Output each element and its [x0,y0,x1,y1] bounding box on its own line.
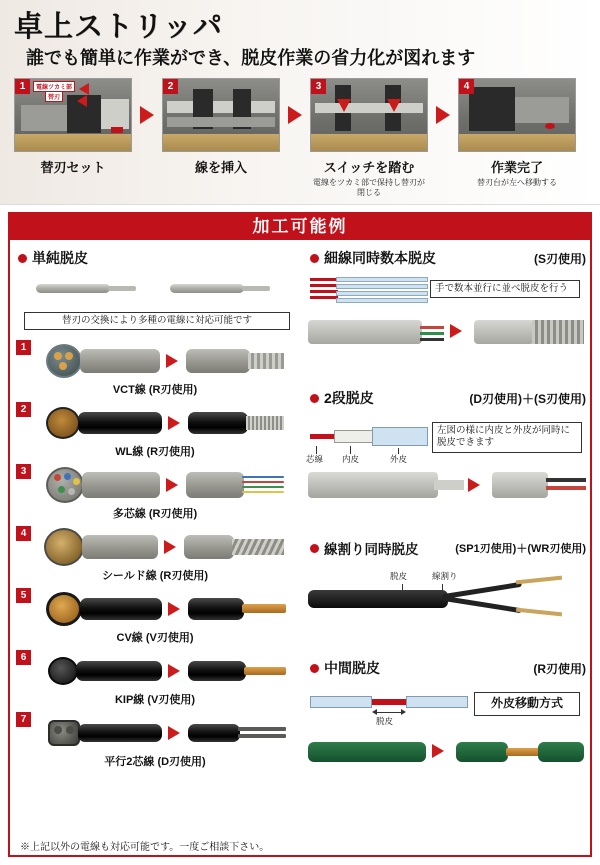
step-1 [14,78,132,178]
right-block-1-callout: 手で数本並行に並べ脱皮を行う [430,280,580,298]
right-block-3-title: 線割り同時脱皮 [324,542,419,557]
right-block-1-title: 細線同時数本脱皮 [324,250,436,266]
right-block-4-label-0: 脱皮 [376,716,394,726]
arrow-icon-1 [140,106,154,124]
right-block-4-title-row [310,658,592,678]
step-4-subcaption: 替刃台が左へ移動する [477,178,557,187]
right-block-3-note: (SP1刃使用)＋(WR刃使用) [455,543,586,555]
bullet-icon [310,664,319,673]
page-title: 卓上ストリッパ [14,11,223,43]
right-block-3-art [302,570,592,618]
wire-row-2-label: WL線 (R刃使用) [115,446,195,459]
right-block-3-label-0: 脱皮 [390,571,408,581]
simple-strip-art [10,274,300,312]
panel-title: 加工可能例 [10,214,590,240]
right-block-2-label-0: 芯線 [306,454,324,464]
steps-strip [14,78,588,198]
step-3-number: 3 [311,79,326,94]
right-block-2-label-2: 外皮 [390,454,408,464]
left-column [10,240,300,857]
wire-row-2-number: 2 [16,402,31,417]
wire-row-6-label: KIP線 (V刃使用) [114,694,196,707]
wire-row-4-label: シールド線 (R刃使用) [101,570,209,583]
right-block-2-title: 2段脱皮 [324,390,374,406]
right-block-1-photo [302,314,592,354]
step-2 [162,78,280,178]
wire-row-2 [10,400,300,462]
right-block-2-photo [302,468,592,506]
right-block-4-callout: 外皮移動方式 [474,692,580,716]
examples-panel [8,212,592,857]
step-4-photo [458,78,576,152]
step-3-caption: スイッチを踏む [323,160,415,175]
step-1-photo [14,78,132,152]
wire-row-4 [10,524,300,586]
right-block-3 [302,538,592,618]
left-callout: 替刃の交換により多種の電線に対応可能です [24,312,290,330]
step-1-label-1: 替刃 [45,91,63,102]
bullet-icon [310,254,319,263]
wire-row-7 [10,710,300,772]
wire-row-3-label: 多芯線 (R刃使用) [112,508,198,521]
step-1-label-0: 電線ツカミ部 [33,81,75,92]
wire-row-1-number: 1 [16,340,31,355]
right-block-1 [302,248,592,354]
wire-row-5-number: 5 [16,588,31,603]
right-block-2-title-row [310,388,592,408]
wire-row-4-number: 4 [16,526,31,541]
wire-row-1-label: VCT線 (R刃使用) [112,384,198,397]
right-block-2-callout: 左図の様に内皮と外皮が同時に脱皮できます [432,422,582,453]
right-block-3-title-row [310,538,592,558]
step-3-photo [310,78,428,152]
bullet-icon [310,544,319,553]
step-4 [458,78,576,188]
wire-row-5-label: CV線 (V刃使用) [116,632,194,645]
wire-row-3 [10,462,300,524]
page-subtitle: 誰でも簡単に作業ができ、脱皮作業の省力化が図れます [26,48,476,68]
step-1-caption: 替刃セット [40,160,106,175]
wire-row-3-number: 3 [16,464,31,479]
left-footnote: ※上記以外の電線も対応可能です。一度ご相談下さい。 [20,842,270,853]
wire-row-6-number: 6 [16,650,31,665]
header-banner [0,0,600,205]
right-block-1-art [302,274,592,314]
step-1-number: 1 [15,79,30,94]
step-2-photo [162,78,280,152]
right-block-1-title-row [310,248,592,268]
step-3 [310,78,428,198]
right-block-2-note: (D刃使用)＋(S刃使用) [469,391,586,406]
right-block-3-label-1: 線割り [432,571,458,581]
step-3-subcaption: 電線をツカミ部で保持し替刃が閉じる [313,178,425,197]
right-block-2-label-1: 内皮 [342,454,360,464]
wire-row-6 [10,648,300,710]
arrow-icon-2 [288,106,302,124]
step-2-caption: 線を挿入 [194,160,247,175]
arrow-icon-3 [436,106,450,124]
bullet-icon [310,394,319,403]
right-column [302,240,592,857]
wire-row-7-label: 平行2芯線 (D刃使用) [104,756,206,769]
right-block-4-photo [302,734,592,780]
wire-row-7-number: 7 [16,712,31,727]
wire-row-1 [10,338,300,400]
right-block-4 [302,658,592,780]
right-block-2-art [302,416,592,468]
bullet-icon [18,254,27,263]
wire-row-5 [10,586,300,648]
step-4-number: 4 [459,79,474,94]
step-4-caption: 作業完了 [490,160,543,175]
right-block-4-art [302,688,592,734]
left-section-title: 単純脱皮 [32,250,88,266]
right-block-2 [302,388,592,506]
right-block-4-title: 中間脱皮 [324,660,380,676]
right-block-1-note: (S刃使用) [534,251,586,266]
left-section-title-row [18,248,300,268]
right-block-4-note: (R刃使用) [533,661,586,676]
step-2-number: 2 [163,79,178,94]
